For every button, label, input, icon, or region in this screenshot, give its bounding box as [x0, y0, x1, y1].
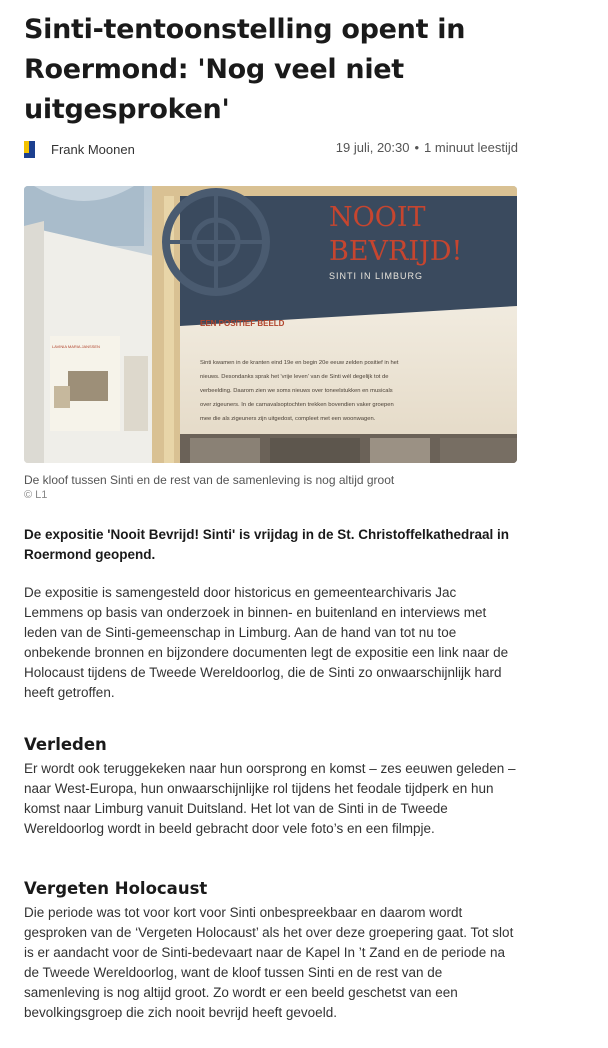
article-lead: De expositie 'Nooit Bevrijd! Sinti' is vrijdag in de St. Christoffelkathedraal in Roermond geopend. [24, 527, 510, 562]
paragraph-3: Die periode was tot voor kort voor Sinti onbespreekbaar en daarom wordt gesproken van de ‘Vergeten Holocaust’ als het over deze groepering gaat. Tot slot is er aandacht voor de Sinti-bedevaart naar de Kapel In ’t Zand en de periode na de Tweede Wereldoorlog, want de kloof tussen Sinti en de rest van de samenleving is nog altijd groot. Zo wordt er een beeld geschetst van een bevolkingsgroep die zich nooit bevrijd heeft gevoeld. [24, 905, 514, 1020]
panel-line: over zigeuners. In de carnavalsoptochten trekken bovendien vaker groepen [200, 402, 394, 408]
panel-line: Sinti kwamen in de kranten eind 19e en begin 20e eeuw zelden positief in het [200, 360, 399, 366]
panel-line: verbeelding. Daarom zien we soms nieuws over toneelstukken en musicals [200, 388, 393, 394]
author-logo-icon [24, 141, 38, 158]
byline [24, 138, 518, 162]
reading-time: 1 minuut leestijd [424, 140, 518, 155]
publish-date: 19 juli, 20:30 [335, 140, 410, 155]
section-heading-verleden: Verleden [24, 735, 107, 754]
article-photo[interactable] [24, 186, 517, 463]
photo-caption: De kloof tussen Sinti en de rest van de samenleving is nog altijd groot [24, 473, 395, 487]
paragraph-1: De expositie is samengesteld door historicus en gemeentearchivaris Jac Lemmens op basis van onderzoek in binnen- en buitenland en interviews met leden van de Sinti-gemeenschap in Limburg. Aan de hand van tot nu toe onbekende bronnen en bijzondere documenten legt de expositie een link naar de Holocaust tijdens de Tweede Wereldoorlog, die de Sinti zo onwaarschijnlijk hard heeft getroffen. [24, 585, 509, 700]
author-name[interactable]: Frank Moonen [51, 142, 135, 157]
article-title: Sinti-tentoonstelling opent in Roermond: 'Nog veel niet uitgesproken' [24, 14, 466, 125]
sign-title-line2: BEVRIJD! [329, 236, 463, 267]
sign-title-line1: NOOIT [329, 202, 426, 233]
panel-line: nieuws. Desondanks sprak het 'vrije leven' van de Sinti wél degelijk tot de [200, 374, 389, 380]
photo-credit: © L1 [24, 489, 48, 501]
article-meta [336, 140, 518, 155]
left-panel-label: LAVINIA MARIA JANSSEN [52, 344, 100, 349]
sign-subtitle: SINTI IN LIMBURG [329, 271, 424, 281]
paragraph-2: Er wordt ook teruggekeken naar hun oorsprong en komst – zes eeuwen geleden – naar West-Europa, hun onwaarschijnlijke rol tijdens het feodale tijdperk en hun komst naar Limburg vanuit Duitsland. Het lot van de Sinti in de Tweede Wereldoorlog wordt in beeld gebracht door vele foto’s en een filmpje. [24, 761, 516, 836]
section-heading-vergeten-holocaust: Vergeten Holocaust [24, 879, 208, 898]
meta-separator: • [414, 140, 420, 155]
panel-heading: EEN POSITIEF BEELD [200, 319, 285, 328]
panel-line: mee die als zigeuners zijn uitgedost, compleet met een woonwagen. [200, 416, 376, 422]
